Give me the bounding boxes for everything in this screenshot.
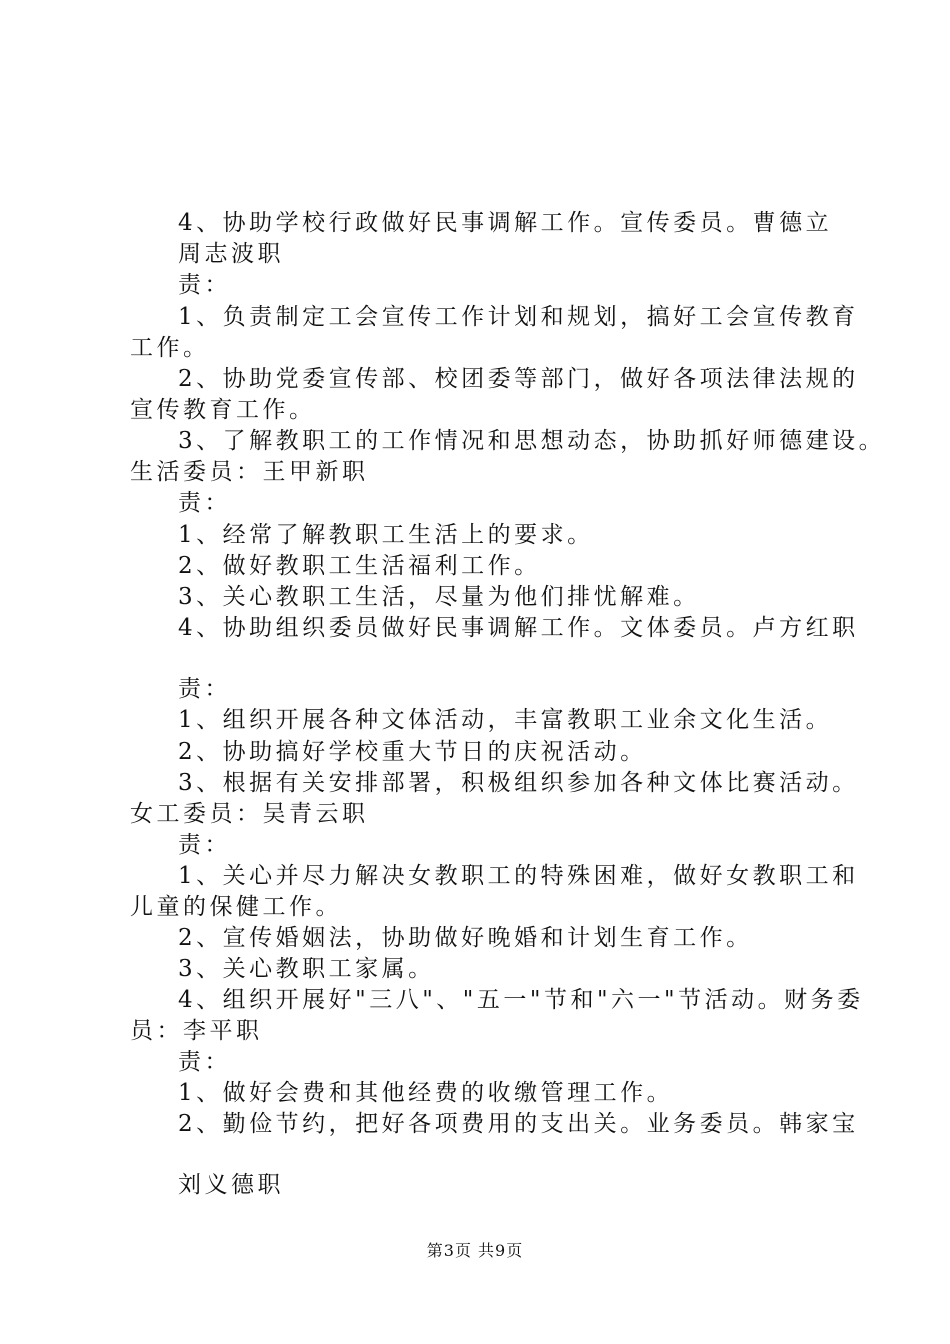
text-line: 责：	[178, 832, 231, 858]
text-line: 儿童的保健工作。	[130, 894, 342, 920]
text-line: 2、做好教职工生活福利工作。	[178, 553, 541, 579]
text-line: 3、根据有关安排部署，积极组织参加各种文体比赛活动。	[178, 770, 859, 796]
text-line: 2、宣传婚姻法，协助做好晚婚和计划生育工作。	[178, 925, 753, 951]
text-line: 1、组织开展各种文体活动，丰富教职工业余文化生活。	[178, 707, 833, 733]
text-line: 4、协助组织委员做好民事调解工作。文体委员。卢方红职	[178, 615, 859, 641]
text-line: 2、协助搞好学校重大节日的庆祝活动。	[178, 739, 647, 765]
text-line: 4、组织开展好"三八"、"五一"节和"六一"节活动。财务委	[178, 987, 864, 1013]
text-line: 3、关心教职工家属。	[178, 956, 435, 982]
text-line: 周志波职	[178, 241, 284, 267]
text-line: 1、负责制定工会宣传工作计划和规划，搞好工会宣传教育	[178, 304, 859, 330]
text-line: 4、协助学校行政做好民事调解工作。宣传委员。曹德立	[178, 210, 833, 236]
text-line: 女工委员：吴青云职	[130, 801, 369, 827]
text-line: 1、经常了解教职工生活上的要求。	[178, 522, 594, 548]
page-number-footer: 第3页 共9页	[426, 1241, 524, 1260]
text-line: 刘义德职	[178, 1172, 284, 1198]
text-line: 责：	[178, 490, 231, 516]
text-line: 2、协助党委宣传部、校团委等部门，做好各项法律法规的	[178, 366, 859, 392]
text-line: 生活委员：王甲新职	[130, 459, 369, 485]
text-line: 3、了解教职工的工作情况和思想动态，协助抓好师德建设。	[178, 428, 886, 454]
text-line: 工作。	[130, 335, 210, 361]
text-line: 责：	[178, 676, 231, 702]
text-line: 责：	[178, 272, 231, 298]
text-line: 1、关心并尽力解决女教职工的特殊困难，做好女教职工和	[178, 863, 859, 889]
text-line: 3、关心教职工生活，尽量为他们排忧解难。	[178, 584, 700, 610]
text-line: 宣传教育工作。	[130, 397, 316, 423]
text-line: 1、做好会费和其他经费的收缴管理工作。	[178, 1080, 674, 1106]
text-line: 责：	[178, 1049, 231, 1075]
text-line: 员：李平职	[130, 1018, 263, 1044]
text-line: 2、勤俭节约，把好各项费用的支出关。业务委员。韩家宝	[178, 1111, 859, 1137]
